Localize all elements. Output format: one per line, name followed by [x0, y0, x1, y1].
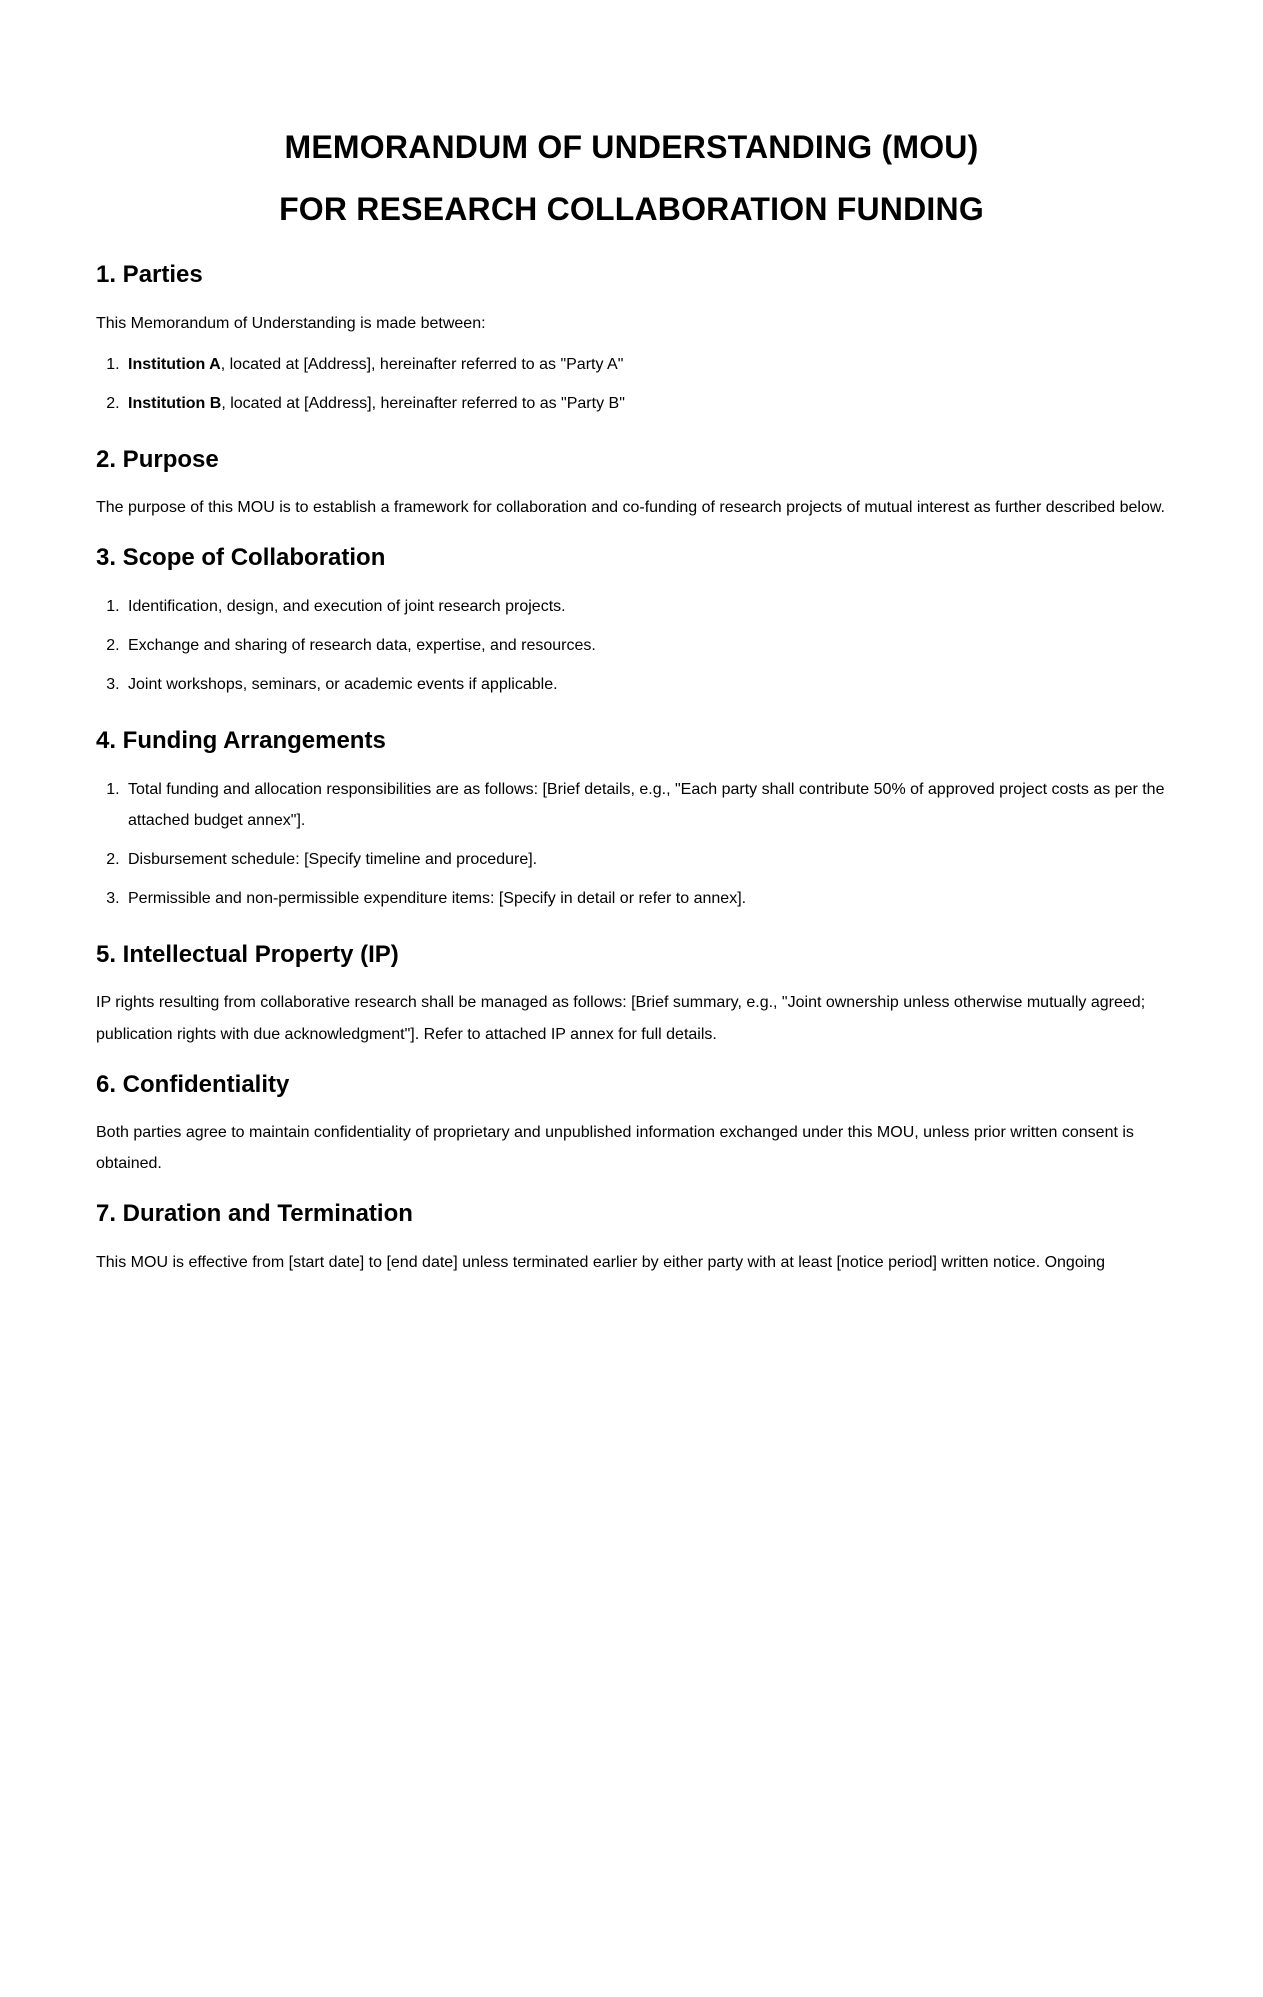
- confidentiality-paragraph: Both parties agree to maintain confidentiality of proprietary and unpublished information exchanged under this MOU, unless prior written consent is obtained.: [96, 1124, 1134, 1173]
- funding-list: [96, 774, 1167, 914]
- parties-list: [96, 349, 1167, 419]
- party-b-rest: , located at [Address], hereinafter referred to as "Party B": [221, 394, 625, 412]
- section-heading-ip: 5. Intellectual Property (IP): [96, 940, 399, 968]
- list-item: [124, 388, 1167, 419]
- list-item: 3. Permissible and non-permissible expenditure items: [Specify in detail or refer to annex].: [124, 883, 1167, 914]
- duration-paragraph-clipped: This MOU is effective from [start date] to [end date] unless terminated earlier by either party with at least [notice period] written notice. Ongoing: [96, 1253, 1106, 1271]
- list-item: 1. Total funding and allocation responsibilities are as follows: [Brief details, e.g., "Each party shall contribute 50% of approved project costs as per the attached budget annex"].: [124, 774, 1167, 836]
- list-item: [124, 349, 1167, 380]
- list-item: 2. Exchange and sharing of research data, expertise, and resources.: [124, 630, 1167, 661]
- section-heading-duration: 7. Duration and Termination: [96, 1200, 413, 1228]
- scope-list: [96, 591, 1167, 700]
- section-heading-scope: 3. Scope of Collaboration: [96, 544, 386, 572]
- document-title-line2: FOR RESEARCH COLLABORATION FUNDING: [279, 191, 984, 228]
- party-a-rest: , located at [Address], hereinafter referred to as "Party A": [220, 355, 624, 373]
- list-item: 3. Joint workshops, seminars, or academic events if applicable.: [124, 669, 1167, 700]
- section-heading-parties: 1. Parties: [96, 261, 203, 289]
- ip-paragraph: IP rights resulting from collaborative research shall be managed as follows: [Brief summary, e.g., "Joint ownership unless otherwise mutually agreed; publication rights with due acknowledgment"]. Refer to attached IP annex for full details.: [96, 994, 1146, 1043]
- section-heading-funding: 4. Funding Arrangements: [96, 727, 386, 755]
- list-item: 1. Identification, design, and execution of joint research projects.: [124, 591, 1167, 622]
- parties-intro: This Memorandum of Understanding is made between:: [96, 314, 486, 332]
- section-heading-confidentiality: 6. Confidentiality: [96, 1070, 290, 1098]
- purpose-paragraph: The purpose of this MOU is to establish a framework for collaboration and co-funding of research projects of mutual interest as further described below.: [96, 499, 1165, 517]
- document-title: [96, 116, 1167, 240]
- party-b-name: Institution B: [128, 394, 222, 412]
- list-item: 2. Disbursement schedule: [Specify timeline and procedure].: [124, 844, 1167, 875]
- party-a-name: Institution A: [128, 355, 221, 373]
- section-heading-purpose: 2. Purpose: [96, 445, 219, 473]
- document-title-line1: MEMORANDUM OF UNDERSTANDING (MOU): [284, 129, 979, 165]
